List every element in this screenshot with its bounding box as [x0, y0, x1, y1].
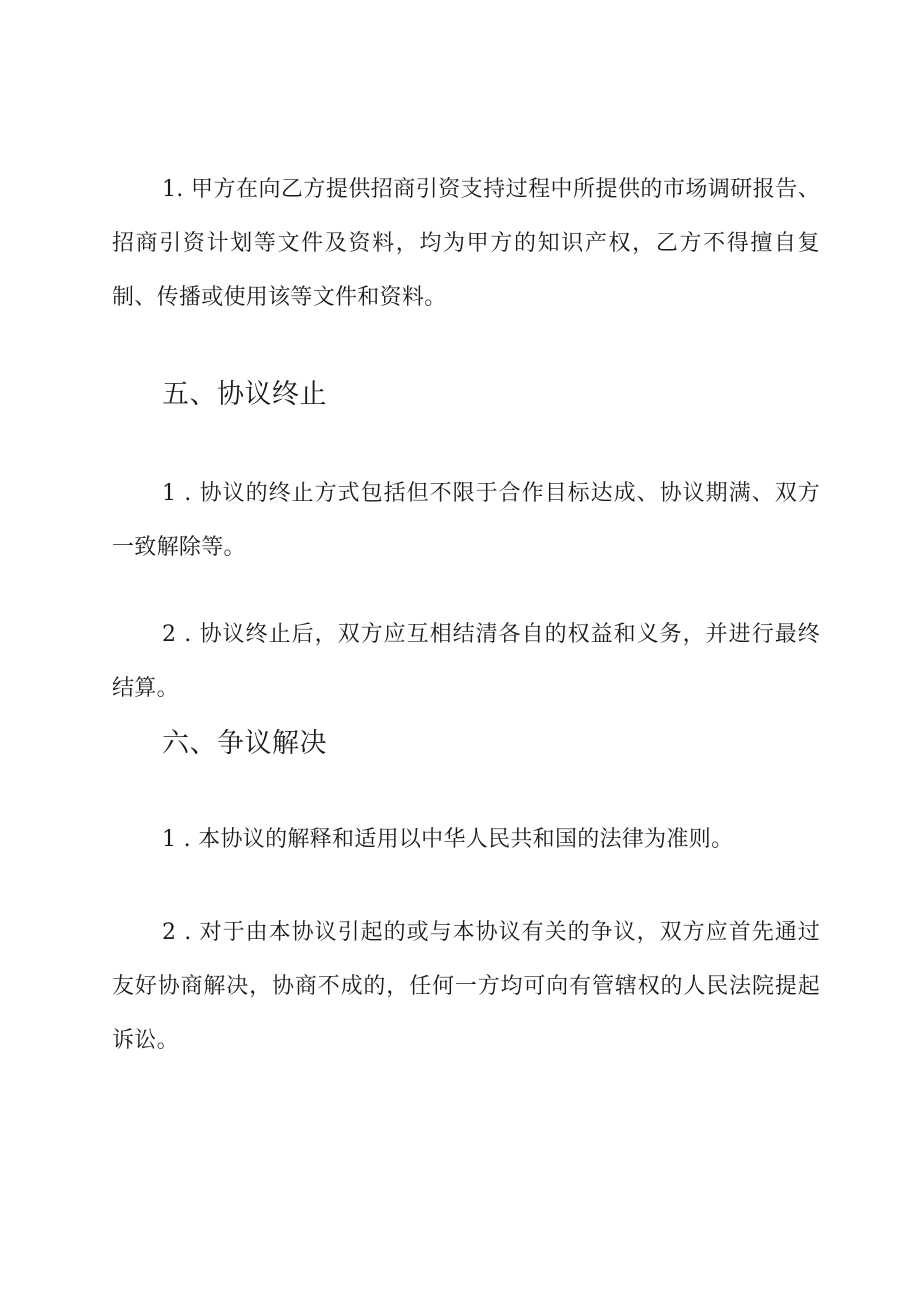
dispute-paragraph-1: 1 . 本协议的解释和适用以中华人民共和国的法律为准则。: [162, 827, 734, 852]
dispute-paragraph-2: 2 . 对于由本协议引起的或与本协议有关的争议，双方应首先通过友好协商解决，协商不成的，任何一方均可向有管辖权的人民法院提起诉讼。: [112, 920, 820, 1053]
section-heading-dispute-resolution: 六、争议解决: [162, 728, 327, 759]
section-heading-termination: 五、协议终止: [162, 379, 327, 410]
termination-paragraph-2: 2 . 协议终止后，双方应互相结清各自的权益和义务，并进行最终结算。: [112, 622, 820, 701]
ip-clause-paragraph-1: 1. 甲方在向乙方提供招商引资支持过程中所提供的市场调研报告、招商引资计划等文件及资料，均为甲方的知识产权，乙方不得擅自复制、传播或使用该等文件和资料。: [112, 177, 820, 310]
termination-paragraph-1: 1 . 协议的终止方式包括但不限于合作目标达成、协议期满、双方一致解除等。: [112, 481, 820, 560]
